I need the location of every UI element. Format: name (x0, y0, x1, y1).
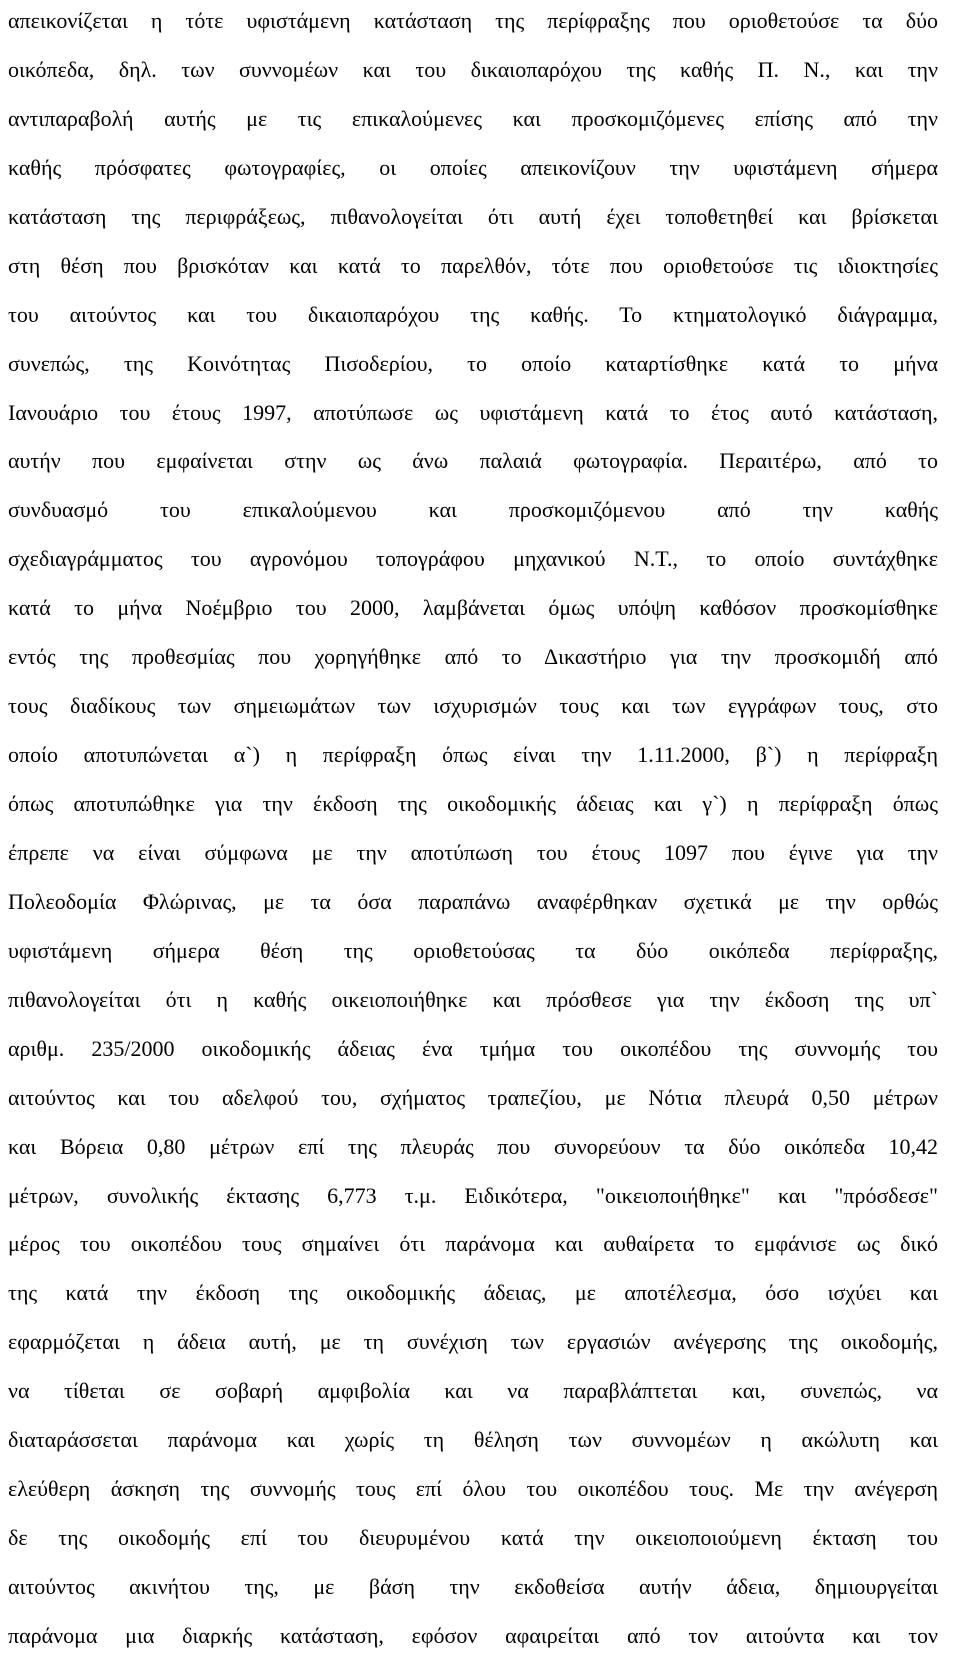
text-line: μέρος του οικοπέδου τους σημαίνει ότι παράνομα και αυθαίρετα το εμφάνισε ως δικό (8, 1231, 938, 1257)
text-line: της κατά την έκδοση της οικοδομικής άδειας, με αποτέλεσμα, όσο ισχύει και (8, 1280, 938, 1306)
text-line: οικόπεδα, δηλ. των συννομέων και του δικαιοπαρόχου της καθής Π. Ν., και την (8, 56, 938, 82)
text-line: συνδυασμό του επικαλούμενου και προσκομιζόμενου από την καθής (8, 497, 938, 523)
text-line: εντός της προθεσμίας που χορηγήθηκε από το Δικαστήριο για την προσκομιδή από (8, 644, 938, 670)
text-line: Πολεοδομία Φλώρινας, με τα όσα παραπάνω αναφέρθηκαν σχετικά με την ορθώς (8, 888, 938, 914)
text-line: συνεπώς, της Κοινότητας Πισοδερίου, το οποίο καταρτίσθηκε κατά το μήνα (8, 350, 938, 376)
text-line: διαταράσσεται παράνομα και χωρίς τη θέληση των συννομέων η ακώλυτη και (8, 1427, 938, 1453)
text-line: αιτούντος ακινήτου της, με βάση την εκδοθείσα αυτήν άδεια, δημιουργείται (8, 1574, 938, 1599)
text-line: μέτρων, συνολικής έκτασης 6,773 τ.μ. Ειδικότερα, "οικειοποιήθηκε" και "πρόσδεσε" (8, 1182, 938, 1208)
text-line: απεικονίζεται η τότε υφιστάμενη κατάσταση της περίφραξης που οριοθετούσε τα δύο (8, 8, 938, 33)
text-line: καθής πρόσφατες φωτογραφίες, οι οποίες απεικονίζουν την υφιστάμενη σήμερα (8, 154, 938, 180)
text-line: ελεύθερη άσκηση της συννομής τους επί όλου του οικοπέδου τους. Με την ανέγερση (8, 1476, 938, 1502)
text-line: πιθανολογείται ότι η καθής οικειοποιήθηκε και πρόσθεσε για την έκδοση της υπ` (8, 986, 938, 1012)
text-line: κατά το μήνα Νοέμβριο του 2000, λαμβάνεται όμως υπόψη καθόσον προσκομίσθηκε (8, 595, 938, 621)
text-line: στη θέση που βρισκόταν και κατά το παρελθόν, τότε που οριοθετούσε τις ιδιοκτησίες (8, 252, 938, 278)
text-line: παράνομα μια διαρκής κατάσταση, εφόσον αφαιρείται από τον αιτούντα και τον (8, 1622, 938, 1648)
text-line: κατάσταση της περιφράξεως, πιθανολογείται ότι αυτή έχει τοποθετηθεί και βρίσκεται (8, 203, 938, 229)
text-line: έπρεπε να είναι σύμφωνα με την αποτύπωση του έτους 1097 που έγινε για την (8, 839, 938, 865)
text-line: αντιπαραβολή αυτής με τις επικαλούμενες και προσκομιζόμενες επίσης από την (8, 105, 938, 131)
text-line: όπως αποτυπώθηκε για την έκδοση της οικοδομικής άδειας και γ`) η περίφραξη όπως (8, 791, 938, 816)
text-line: τους διαδίκους των σημειωμάτων των ισχυρισμών τους και των εγγράφων τους, στο (8, 693, 938, 719)
document-body (8, 4, 938, 1668)
text-line: δε της οικοδομής επί του διευρυμένου κατά την οικειοποιούμενη έκταση του (8, 1525, 938, 1551)
text-line: Ιανουάριο του έτους 1997, αποτύπωσε ως υφιστάμενη κατά το έτος αυτό κατάσταση, (8, 399, 938, 425)
text-line: και Βόρεια 0,80 μέτρων επί της πλευράς που συνορεύουν τα δύο οικόπεδα 10,42 (8, 1133, 938, 1159)
text-line: εφαρμόζεται η άδεια αυτή, με τη συνέχιση των εργασιών ανέγερσης της οικοδομής, (8, 1329, 938, 1355)
text-line: υφιστάμενη σήμερα θέση της οριοθετούσας τα δύο οικόπεδα περίφραξης, (8, 937, 938, 963)
text-line: του αιτούντος και του δικαιοπαρόχου της καθής. Το κτηματολογικό διάγραμμα, (8, 301, 938, 327)
text-line: να τίθεται σε σοβαρή αμφιβολία και να παραβλάπτεται και, συνεπώς, να (8, 1378, 938, 1404)
text-line: αυτήν που εμφαίνεται στην ως άνω παλαιά φωτογραφία. Περαιτέρω, από το (8, 448, 938, 474)
text-line: σχεδιαγράμματος του αγρονόμου τοπογράφου μηχανικού Ν.Τ., το οποίο συντάχθηκε (8, 546, 938, 572)
text-line: αριθμ. 235/2000 οικοδομικής άδειας ένα τμήμα του οικοπέδου της συννομής του (8, 1035, 938, 1061)
text-line: οποίο αποτυπώνεται α`) η περίφραξη όπως είναι την 1.11.2000, β`) η περίφραξη (8, 742, 938, 768)
text-line: αιτούντος και του αδελφού του, σχήματος τραπεζίου, με Νότια πλευρά 0,50 μέτρων (8, 1084, 938, 1110)
